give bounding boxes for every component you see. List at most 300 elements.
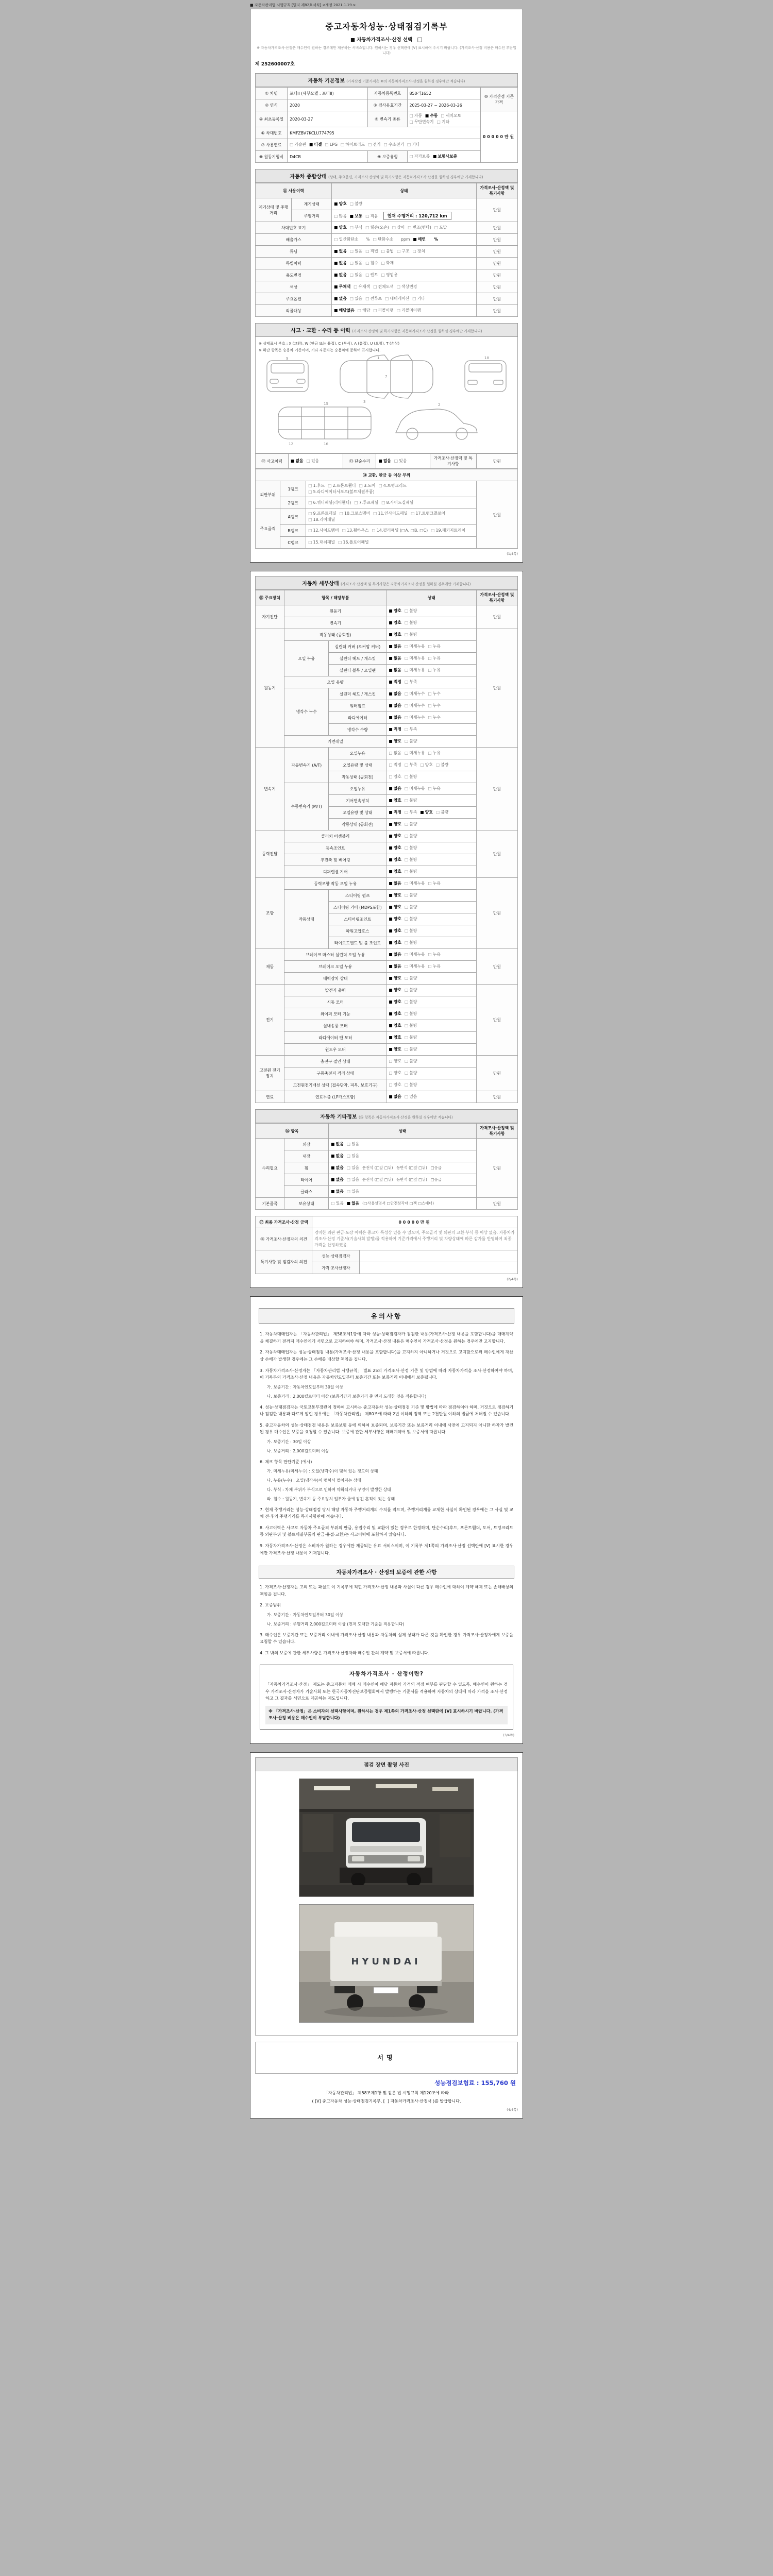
section-header-overall [255, 169, 518, 183]
section-title: 자동차 기본정보 [308, 78, 345, 84]
checkbox-unchecked-icon: □ [365, 261, 369, 265]
form-cell: 변속기 [284, 617, 386, 629]
option-label: 12.사이드멤버 [313, 528, 339, 533]
checkbox-option[interactable] [405, 655, 425, 661]
checkbox-option[interactable] [405, 952, 425, 957]
checkbox-option[interactable] [389, 975, 401, 981]
checkbox-option[interactable] [389, 833, 401, 839]
checkbox-option[interactable] [389, 703, 401, 708]
checkbox-unchecked-icon: □ [381, 273, 385, 277]
checkbox-unchecked-icon: □ [381, 249, 385, 253]
card-page2 [250, 571, 523, 1288]
form-cell: B랭크 [280, 525, 306, 537]
form-cell: 오일누유 [329, 783, 386, 795]
checkbox-option[interactable] [358, 308, 370, 313]
checkbox-unchecked-icon: □ [404, 952, 409, 957]
checkbox-option[interactable] [389, 798, 401, 803]
option-label: 없음 [351, 1201, 360, 1206]
checkbox-option[interactable] [441, 113, 461, 118]
checkbox-option[interactable] [373, 308, 394, 313]
checkbox-option[interactable] [405, 999, 417, 1005]
option-label: 무단변속기 [414, 120, 434, 124]
checkbox-checked-icon: ■ [389, 917, 393, 921]
option-label: 양호 [393, 869, 401, 874]
option-label: 19.패키지트레이 [435, 528, 466, 533]
checkbox-option[interactable] [389, 608, 401, 614]
checkbox-option[interactable] [405, 1035, 417, 1040]
checkbox-option[interactable] [389, 715, 401, 720]
checkbox-option[interactable] [428, 691, 440, 697]
notice-item: 5. 중고자동차의 성능·상태점검 내용은 보증보험 등에 의하여 보증되며, 보증기간 또는 보증거리 이내에 사전에 고지되지 아니한 하자가 발견된 경우 매수인은 보증을 요청할 수 있습니다. 보증에 관한 세부사항은 매매계약서 및 보증서에 따릅니다. [260, 1422, 513, 1435]
checkbox-option[interactable] [338, 539, 368, 545]
checkbox-option[interactable] [378, 458, 391, 464]
page-mark: (1/4쪽) [507, 552, 518, 556]
checkbox-option[interactable] [420, 809, 432, 815]
column-header: 상태 [332, 183, 477, 198]
option-label: 기타 [412, 142, 420, 147]
option-label: 불량 [409, 774, 417, 779]
checkbox-option[interactable] [428, 963, 440, 969]
checkbox-option[interactable] [412, 296, 425, 301]
checkbox-option[interactable] [389, 762, 401, 768]
checkbox-option[interactable] [347, 1177, 359, 1182]
checkbox-option[interactable] [389, 774, 401, 779]
checkbox-option[interactable] [405, 1023, 417, 1028]
checkbox-option[interactable] [405, 738, 417, 744]
checkbox-unchecked-icon: □ [428, 964, 432, 969]
checkbox-option[interactable] [307, 458, 319, 464]
checkbox-option[interactable] [410, 113, 422, 118]
checkbox-option[interactable] [389, 1046, 401, 1052]
checkbox-option[interactable] [389, 679, 401, 685]
checkbox-option[interactable] [405, 1046, 417, 1052]
checkbox-option[interactable] [405, 916, 417, 922]
option-label: 불량 [409, 845, 417, 850]
checkbox-option[interactable] [405, 667, 425, 673]
checkbox-option[interactable] [350, 213, 362, 219]
checkbox-option[interactable] [428, 655, 440, 661]
form-cell: ⑫ 사고이력 [256, 454, 289, 469]
option-label: 화재 [386, 261, 394, 265]
table-row [256, 1228, 518, 1250]
checkbox-option[interactable] [405, 904, 417, 910]
checkbox-option[interactable] [389, 667, 401, 673]
checkbox-option[interactable] [308, 517, 335, 522]
option-label: 있음 [351, 1189, 360, 1194]
table-row [256, 1056, 518, 1067]
checkbox-option[interactable] [389, 845, 401, 851]
checkbox-option[interactable] [405, 774, 417, 779]
status-cell [386, 795, 476, 807]
final-price-value: 00000만원 [312, 1216, 518, 1228]
checkbox-option[interactable] [433, 154, 457, 159]
checkbox-option[interactable] [431, 528, 465, 533]
form-cell: 계기상태 및 주행거리 [256, 198, 292, 222]
checkbox-checked-icon: ■ [389, 881, 393, 886]
checkbox-unchecked-icon: □ [389, 774, 393, 779]
checkbox-option[interactable] [350, 272, 362, 278]
checkbox-option[interactable] [392, 225, 405, 230]
checkbox-option[interactable] [389, 726, 401, 732]
checkbox-checked-icon: ■ [389, 893, 393, 897]
checkbox-option[interactable] [389, 904, 401, 910]
checkbox-option[interactable] [340, 511, 370, 516]
checkbox-option[interactable] [405, 703, 425, 708]
checkbox-option[interactable] [389, 869, 401, 874]
field-inspection-period-value: 2025-03-27 ~ 2026-03-26 [407, 99, 480, 111]
notice-subitem: 나. 보증거리 : 2,000킬로미터 이상 (보증기간과 보증거리 중 먼저 도래한 것을 적용합니다) [267, 1394, 427, 1399]
checkbox-option[interactable] [405, 1058, 417, 1064]
checkbox-option[interactable] [290, 142, 306, 147]
checkbox-option[interactable] [434, 225, 447, 230]
checkbox-option[interactable] [436, 762, 448, 768]
checkbox-option[interactable] [405, 821, 417, 827]
checkbox-option[interactable] [411, 511, 445, 516]
checkbox-option[interactable] [389, 952, 401, 957]
checkbox-option[interactable] [365, 260, 378, 266]
checkbox-option[interactable] [309, 142, 322, 147]
checkbox-option[interactable] [325, 142, 338, 147]
checkbox-option[interactable] [331, 1141, 343, 1147]
checkbox-option[interactable] [405, 1070, 417, 1076]
checkbox-option[interactable] [347, 1153, 359, 1159]
checkbox-option[interactable] [405, 975, 417, 981]
form-cell: 자동변속기 (A/T) [284, 748, 329, 783]
status-cell [407, 111, 480, 127]
status-cell [332, 293, 477, 305]
checkbox-option[interactable] [389, 738, 401, 744]
checkbox-option[interactable] [405, 809, 417, 815]
checkbox-option[interactable] [334, 201, 346, 207]
table-row [256, 198, 518, 210]
option-label: 무채색 [339, 284, 351, 289]
checkbox-option[interactable] [389, 916, 401, 922]
checkbox-unchecked-icon: □ [290, 142, 294, 147]
checkbox-unchecked-icon: □ [441, 113, 445, 118]
status-cell [386, 890, 476, 902]
checkbox-option[interactable] [410, 119, 434, 125]
checkbox-option[interactable] [334, 296, 346, 301]
status-cell [332, 281, 477, 293]
form-cell: 오일유량 및 상태 [329, 759, 386, 771]
checkbox-option[interactable] [405, 857, 417, 862]
table-row [256, 985, 518, 996]
checkbox-option[interactable] [405, 726, 417, 732]
option-extra-text: 운전석 (□앞 □뒤) 동반석 (□앞 □뒤) □응급 [362, 1165, 442, 1170]
checkbox-option[interactable] [373, 284, 394, 290]
option-label: 미세누유 [409, 668, 425, 672]
checkbox-option[interactable] [405, 987, 417, 993]
checkbox-option[interactable] [308, 511, 336, 516]
checkbox-option[interactable] [389, 1058, 401, 1064]
option-label: 없음 [339, 273, 347, 277]
checkbox-option[interactable] [365, 225, 389, 230]
etc-info-table [255, 1123, 518, 1210]
form-cell: 만원 [476, 748, 517, 831]
checkbox-option[interactable] [405, 845, 417, 851]
checkbox-unchecked-icon: □ [404, 691, 409, 696]
checkbox-option[interactable] [354, 500, 378, 505]
checkbox-option[interactable] [397, 308, 421, 313]
checkbox-unchecked-icon: □ [404, 739, 409, 743]
option-label: 불법 [386, 249, 394, 253]
checkbox-option[interactable] [381, 500, 413, 505]
field-model-year-value: 2020 [288, 99, 368, 111]
checkbox-option[interactable] [389, 1035, 401, 1040]
checkbox-option[interactable] [428, 880, 440, 886]
option-label: 있음 [351, 1177, 360, 1182]
rank-section-label: ⑭ 교환, 판금 등 이상 부위 [256, 469, 518, 481]
checkbox-option[interactable] [410, 154, 430, 159]
checkbox-option[interactable] [389, 1011, 401, 1016]
checkbox-option[interactable] [373, 236, 410, 242]
checkbox-option[interactable] [389, 786, 401, 791]
checkbox-option[interactable] [350, 225, 362, 230]
checkbox-option[interactable] [347, 1165, 359, 1171]
checkbox-option[interactable] [378, 483, 406, 488]
checkbox-option[interactable] [347, 1141, 359, 1147]
checkbox-option[interactable] [397, 248, 409, 254]
checkbox-checked-icon: ■ [389, 1047, 393, 1052]
status-cell [386, 1008, 476, 1020]
checkbox-option[interactable] [334, 213, 346, 219]
checkbox-option[interactable] [405, 762, 417, 768]
checkbox-option[interactable] [405, 620, 417, 625]
checkbox-option[interactable] [405, 880, 425, 886]
checkbox-option[interactable] [405, 715, 425, 720]
checkbox-checked-icon: ■ [334, 261, 338, 265]
checkbox-option[interactable] [359, 483, 376, 488]
checkbox-option[interactable] [389, 620, 401, 625]
checkbox-option[interactable] [365, 272, 378, 278]
checkbox-option[interactable] [308, 489, 374, 495]
price-select-label: ■ 자동차가격조사·산정 선택 [350, 37, 413, 43]
checkbox-option[interactable] [350, 201, 362, 207]
checkbox-option[interactable] [389, 999, 401, 1005]
checkbox-option[interactable] [389, 1094, 401, 1099]
checkbox-option[interactable] [385, 296, 409, 301]
checkbox-option[interactable] [405, 679, 417, 685]
checkbox-option[interactable] [428, 952, 440, 957]
checkbox-option[interactable] [408, 225, 431, 230]
checkbox-option[interactable] [342, 528, 369, 533]
checkbox-unchecked-icon: □ [378, 483, 382, 488]
form-cell: 색상 [256, 281, 332, 293]
checkbox-option[interactable] [407, 142, 419, 147]
checkbox-option[interactable] [331, 1189, 343, 1194]
checkbox-option[interactable] [389, 857, 401, 862]
status-cell [386, 736, 476, 748]
checkbox-option[interactable] [405, 632, 417, 637]
checkbox-unchecked-icon: □ [404, 1047, 409, 1052]
checkbox-option[interactable] [308, 528, 339, 533]
checkbox-option[interactable] [389, 1023, 401, 1028]
checkbox-option[interactable] [428, 703, 440, 708]
status-cell [386, 1091, 476, 1103]
checkbox-option[interactable] [437, 119, 449, 125]
notice-subitem: 나. 보증거리 : 2,000킬로미터 이상 [267, 1448, 329, 1453]
checkbox-option[interactable] [381, 248, 394, 254]
signature-box[interactable] [255, 2042, 518, 2074]
form-cell: 라디에이터 팬 모터 [284, 1032, 386, 1044]
option-label: 없음 [393, 881, 401, 886]
table-row [256, 1198, 518, 1210]
form-cell: 만원 [476, 305, 517, 317]
checkbox-option[interactable] [389, 928, 401, 934]
section-header-accident [255, 323, 518, 337]
checkbox-option[interactable] [368, 142, 380, 147]
checkbox-option[interactable] [365, 248, 378, 254]
status-cell [386, 700, 476, 712]
card-photos [250, 1752, 523, 2119]
checkbox-option[interactable] [350, 248, 362, 254]
price-select-checkbox[interactable]: □ [417, 36, 423, 43]
field-vin-value: KMFZBV7KCLU774795 [288, 127, 481, 139]
checkbox-option[interactable] [405, 643, 425, 649]
checkbox-option[interactable] [405, 833, 417, 839]
checkbox-option[interactable] [331, 1153, 343, 1159]
option-label: 양호 [393, 940, 401, 945]
checkbox-option[interactable] [347, 1189, 359, 1194]
checkbox-option[interactable] [334, 236, 369, 242]
checkbox-option[interactable] [389, 750, 401, 756]
checkbox-option[interactable] [428, 715, 440, 720]
checkbox-option[interactable] [420, 762, 432, 768]
checkbox-option[interactable] [334, 248, 346, 254]
checkbox-option[interactable] [308, 539, 335, 545]
checkbox-checked-icon: ■ [420, 810, 424, 815]
checkbox-option[interactable] [384, 142, 405, 147]
checkbox-option[interactable] [334, 272, 346, 278]
checkbox-option[interactable] [405, 1082, 417, 1088]
checkbox-option[interactable] [389, 691, 401, 697]
checkbox-option[interactable] [405, 1011, 417, 1016]
option-label: 색상변경 [401, 284, 417, 289]
checkbox-option[interactable] [334, 308, 355, 313]
option-label: 매연 % [417, 237, 439, 242]
checkbox-option[interactable] [394, 458, 407, 464]
checkbox-option[interactable] [405, 869, 417, 874]
checkbox-option[interactable] [381, 260, 394, 266]
checkbox-option[interactable] [334, 225, 346, 230]
checkbox-unchecked-icon: □ [404, 1071, 409, 1075]
checkbox-option[interactable] [436, 809, 448, 815]
status-cell [329, 1198, 477, 1210]
checkbox-option[interactable] [334, 260, 346, 266]
checkbox-option[interactable] [405, 691, 425, 697]
checkbox-unchecked-icon: □ [404, 1094, 409, 1099]
option-extra-text: (□사용설명서 □안전삼각대 □잭 □스패너) [362, 1201, 434, 1206]
checkbox-option[interactable] [413, 236, 438, 242]
checkbox-option[interactable] [381, 272, 398, 278]
checkbox-option[interactable] [372, 528, 428, 533]
checkbox-option[interactable] [389, 643, 401, 649]
checkbox-option[interactable] [365, 296, 382, 301]
checkbox-option[interactable] [328, 483, 356, 488]
section-title: 점검 장면 촬영 사진 [364, 1762, 409, 1768]
svg-text:16: 16 [324, 442, 328, 446]
checkbox-option[interactable] [397, 284, 417, 290]
checkbox-option[interactable] [425, 113, 438, 118]
checkbox-option[interactable] [365, 213, 378, 219]
column-header: 가격조사·산정액 및 특기사항 [476, 1124, 517, 1139]
checkbox-option[interactable] [291, 458, 303, 464]
checkbox-unchecked-icon: □ [404, 751, 409, 755]
checkbox-option[interactable] [389, 880, 401, 886]
option-label: 불량 [409, 1047, 417, 1052]
checkbox-option[interactable] [373, 511, 408, 516]
form-cell: 구동축전지 격리 상태 [284, 1067, 386, 1079]
checkbox-option[interactable] [405, 963, 425, 969]
svg-text:3: 3 [363, 400, 366, 404]
form-cell: 배출가스 [256, 234, 332, 246]
checkbox-option[interactable] [405, 928, 417, 934]
checkbox-option[interactable] [354, 284, 370, 290]
checkbox-option[interactable] [331, 1177, 343, 1182]
checkbox-option[interactable] [389, 940, 401, 945]
checkbox-option[interactable] [405, 786, 425, 791]
checkbox-option[interactable] [331, 1200, 343, 1206]
notice-item: 4. 그 밖의 보증에 관한 세부사항은 가격조사·산정자와 매수인 간의 계약 및 보증서에 따릅니다. [260, 1650, 430, 1655]
checkbox-option[interactable] [389, 655, 401, 661]
checkbox-option[interactable] [308, 483, 325, 488]
checkbox-option[interactable] [389, 892, 401, 898]
checkbox-option[interactable] [331, 1165, 343, 1171]
checkbox-option[interactable] [405, 750, 425, 756]
form-cell: 파워고압호스 [329, 925, 386, 937]
checkbox-option[interactable] [341, 142, 365, 147]
checkbox-option[interactable] [405, 940, 417, 945]
checkbox-option[interactable] [389, 1082, 401, 1088]
option-label: 있음 [351, 1154, 360, 1158]
footer-issue-line: ( [V] 중고자동차 성능·상태점검기록부, [ ] 자동차가격조사·산정서 )를 발급합니다. [312, 2098, 461, 2104]
checkbox-option[interactable] [334, 284, 350, 290]
option-label: 양호 [393, 739, 401, 743]
checkbox-option[interactable] [428, 643, 440, 649]
checkbox-option[interactable] [347, 1200, 359, 1206]
form-cell: 만원 [476, 949, 517, 985]
checkbox-option[interactable] [350, 260, 362, 266]
form-cell: ⑧ 원동기형식 [256, 151, 288, 163]
checkbox-option[interactable] [413, 248, 425, 254]
option-label: 양호 [393, 608, 401, 613]
status-cell [288, 139, 481, 151]
checkbox-checked-icon: ■ [389, 1023, 393, 1028]
checkbox-option[interactable] [428, 750, 440, 756]
option-label: 불량 [409, 999, 417, 1004]
checkbox-option[interactable] [308, 500, 351, 505]
form-cell: 실린더 헤드 / 개스킷 [329, 688, 386, 700]
checkbox-option[interactable] [389, 987, 401, 993]
checkbox-option[interactable] [389, 632, 401, 637]
checkbox-option[interactable] [389, 963, 401, 969]
checkbox-option[interactable] [405, 892, 417, 898]
checkbox-option[interactable] [428, 667, 440, 673]
svg-text:1: 1 [377, 356, 380, 360]
status-cell [332, 258, 477, 269]
checkbox-option[interactable] [389, 1070, 401, 1076]
checkbox-option[interactable] [405, 798, 417, 803]
checkbox-option[interactable] [389, 821, 401, 827]
checkbox-option[interactable] [428, 786, 440, 791]
basic-info-table-grid [255, 87, 518, 163]
form-cell: 1랭크 [280, 481, 306, 497]
checkbox-checked-icon: ■ [389, 940, 393, 945]
checkbox-option[interactable] [350, 296, 362, 301]
checkbox-option[interactable] [389, 809, 401, 815]
checkbox-option[interactable] [405, 608, 417, 614]
checkbox-option[interactable] [405, 1094, 417, 1099]
